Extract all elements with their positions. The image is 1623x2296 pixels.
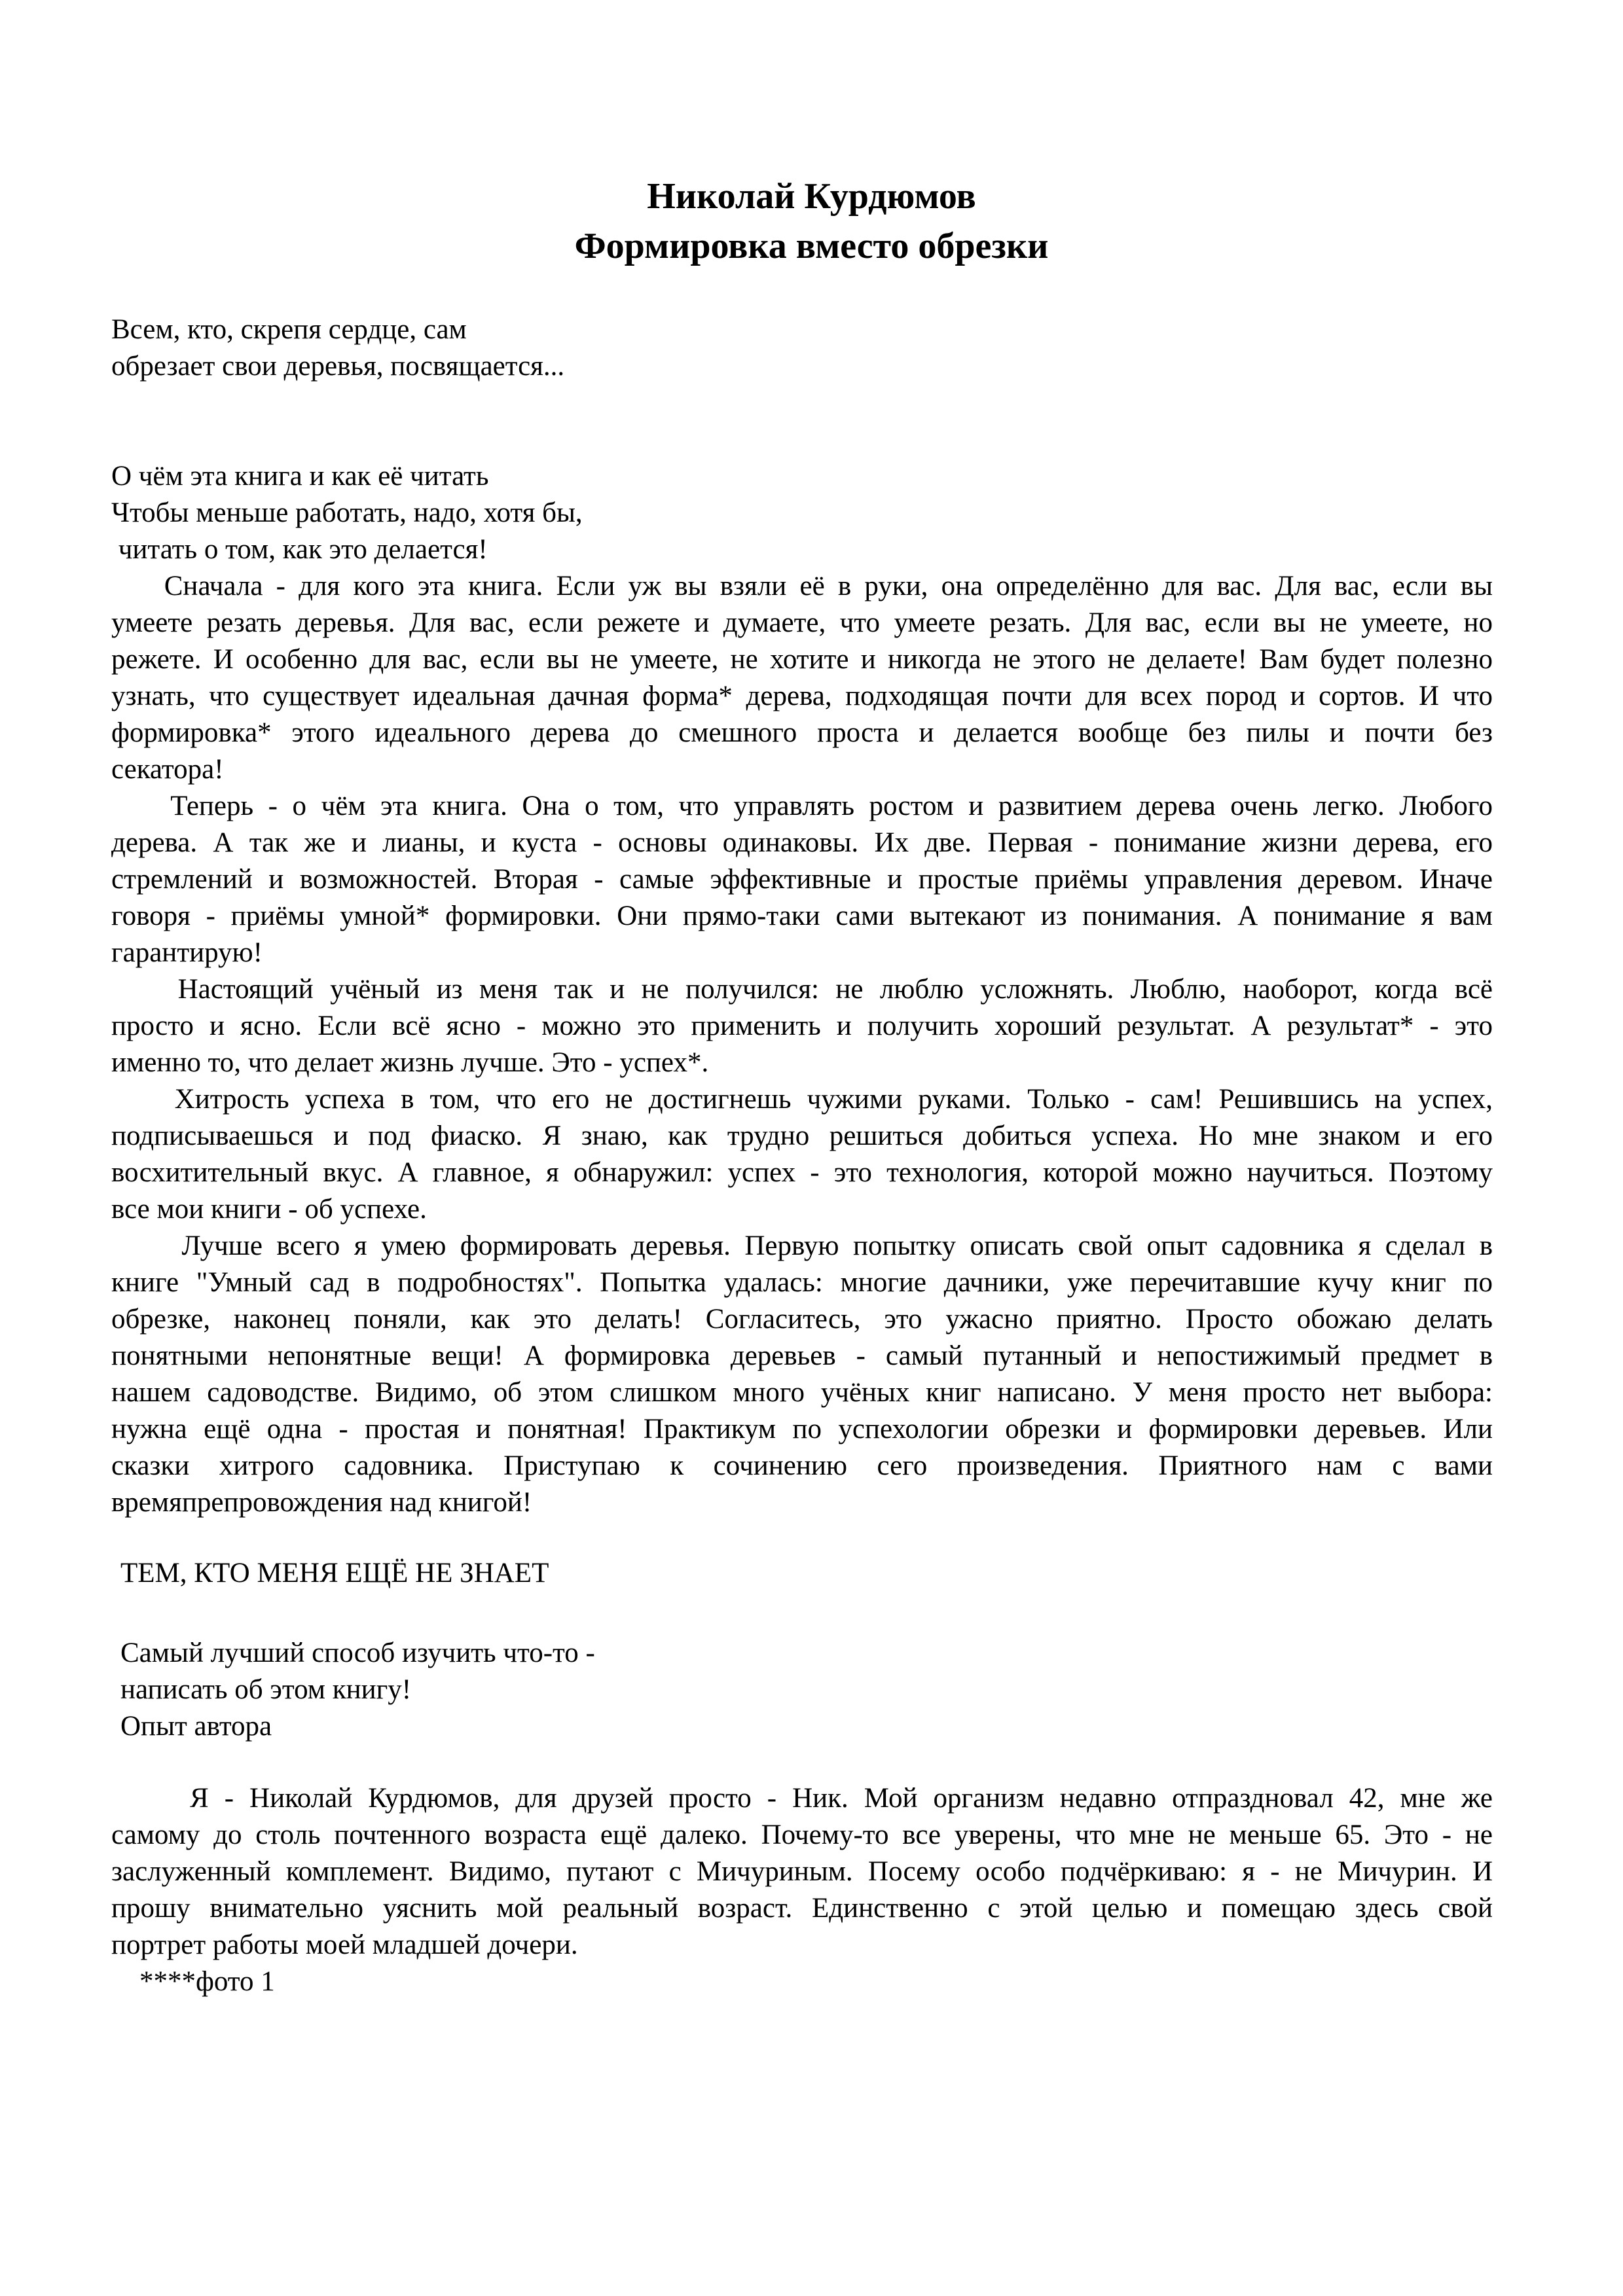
paragraph-line: книге "Умный сад в подробностях". Попытка удалась: многие дачники, уже перечитавшие кучу книг по xyxy=(111,1267,1493,1298)
paragraph-line: прошу внимательно уяснить мой реальный возраст. Единственно с этой целью и помещаю здесь свой xyxy=(111,1893,1493,1924)
intro-block xyxy=(111,458,1493,568)
section-epigraph-line-3: Опыт автора xyxy=(120,1711,272,1742)
paragraph-line: сказки хитрого садовника. Приступаю к сочинению сего произведения. Приятного нам с вами xyxy=(111,1450,1493,1481)
section-epigraph xyxy=(120,1635,1502,1745)
book-title: Формировка вместо обрезки xyxy=(574,226,1049,266)
body-text xyxy=(111,568,1493,1521)
dedication xyxy=(111,312,1493,385)
photo-note: ****фото 1 xyxy=(111,1966,275,1997)
paragraph-line: Я - Николай Курдюмов, для друзей просто - Ник. Мой организм недавно отпраздновал 42, мне же xyxy=(111,1783,1493,1814)
paragraph-line: времяпрепровождения над книгой! xyxy=(111,1487,532,1518)
paragraph-3 xyxy=(111,971,1493,1081)
paragraph-2 xyxy=(111,788,1493,971)
about-author xyxy=(111,1780,1493,2000)
paragraph-line: нашем садоводстве. Видимо, об этом слишком много учёных книг написано. У меня просто нет выбора: xyxy=(111,1377,1493,1408)
dedication-line-1: Всем, кто, скрепя сердце, сам xyxy=(111,314,467,345)
intro-heading: О чём эта книга и как её читать xyxy=(111,461,489,492)
title-block xyxy=(0,171,1623,271)
paragraph-line: гарантирую! xyxy=(111,937,263,968)
paragraph-line: Теперь - о чём эта книга. Она о том, что управлять ростом и развитием дерева очень легко. Любого xyxy=(111,791,1493,821)
about-paragraph xyxy=(111,1780,1493,1964)
paragraph-line: все мои книги - об успехе. xyxy=(111,1194,427,1225)
paragraph-line: обрезке, наконец поняли, как это делать! Согласитесь, это ужасно приятно. Просто обожаю делать xyxy=(111,1304,1493,1335)
author-name: Николай Курдюмов xyxy=(647,176,976,217)
paragraph-line: портрет работы моей младшей дочери. xyxy=(111,1929,578,1960)
dedication-line-2: обрезает свои деревья, посвящается... xyxy=(111,351,565,382)
paragraph-line: подписываешься и под фиаско. Я знаю, как трудно решиться добиться успеха. Но мне знаком и его xyxy=(111,1121,1493,1151)
section-block xyxy=(120,1555,1502,1592)
paragraph-5 xyxy=(111,1228,1493,1521)
paragraph-line: узнать, что существует идеальная дачная форма* дерева, подходящая почти для всех пород и сортов. И что xyxy=(111,681,1493,711)
paragraph-line: говоря - приёмы умной* формировки. Они прямо-таки сами вытекают из понимания. А понимание я вам xyxy=(111,901,1493,931)
paragraph-line: формировка* этого идеального дерева до смешного проста и делается вообще без пилы и почти без xyxy=(111,717,1493,748)
paragraph-line: именно то, что делает жизнь лучше. Это - успех*. xyxy=(111,1047,709,1078)
paragraph-line: умеете резать деревья. Для вас, если режете и думаете, что умеете резать. Для вас, если вы не умеете, но xyxy=(111,607,1493,638)
paragraph-line: нужна ещё одна - простая и понятная! Практикум по успехологии обрезки и формировки деревьев. Или xyxy=(111,1414,1493,1444)
paragraph-line: Настоящий учёный из меня так и не получился: не люблю усложнять. Люблю, наоборот, когда всё xyxy=(111,974,1493,1005)
paragraph-line: режете. И особенно для вас, если вы не умеете, не хотите и никогда не этого не делаете! Вам будет полезно xyxy=(111,644,1493,675)
section-heading: ТЕМ, КТО МЕНЯ ЕЩЁ НЕ ЗНАЕТ xyxy=(120,1558,549,1588)
section-epigraph-line-2: написать об этом книгу! xyxy=(120,1674,412,1705)
paragraph-line: самому до столь почтенного возраста ещё далеко. Почему-то все уверены, что мне не меньше 65. Это - не xyxy=(111,1820,1493,1850)
paragraph-line: Сначала - для кого эта книга. Если уж вы взяли её в руки, она определённо для вас. Для вас, если вы xyxy=(111,571,1493,601)
paragraph-line: просто и ясно. Если всё ясно - можно это применить и получить хороший результат. А результат* - это xyxy=(111,1011,1493,1041)
paragraph-1 xyxy=(111,568,1493,788)
paragraph-line: дерева. А так же и лианы, и куста - основы одинаковы. Их две. Первая - понимание жизни дерева, его xyxy=(111,827,1493,858)
paragraph-line: Хитрость успеха в том, что его не достигнешь чужими руками. Только - сам! Решившись на успех, xyxy=(111,1084,1493,1115)
paragraph-line: заслуженный комплемент. Видимо, путают с Мичуриным. Посему особо подчёркиваю: я - не Мичурин. И xyxy=(111,1856,1493,1887)
paragraph-line: стремлений и возможностей. Вторая - самые эффективные и простые приёмы управления деревом. Иначе xyxy=(111,864,1493,895)
paragraph-line: понятными непонятные вещи! А формировка деревьев - самый путанный и непостижимый предмет в xyxy=(111,1340,1493,1371)
paragraph-line: Лучше всего я умею формировать деревья. Первую попытку описать свой опыт садовника я сделал в xyxy=(111,1230,1493,1261)
paragraph-line: секатора! xyxy=(111,754,224,785)
intro-epigraph-line-1: Чтобы меньше работать, надо, хотя бы, xyxy=(111,497,583,528)
intro-epigraph-line-2: читать о том, как это делается! xyxy=(111,534,488,565)
section-epigraph-line-1: Самый лучший способ изучить что-то - xyxy=(120,1638,595,1668)
paragraph-4 xyxy=(111,1081,1493,1228)
paragraph-line: восхитительный вкус. А главное, я обнаружил: успех - это технология, которой можно научиться. Поэтому xyxy=(111,1157,1493,1188)
